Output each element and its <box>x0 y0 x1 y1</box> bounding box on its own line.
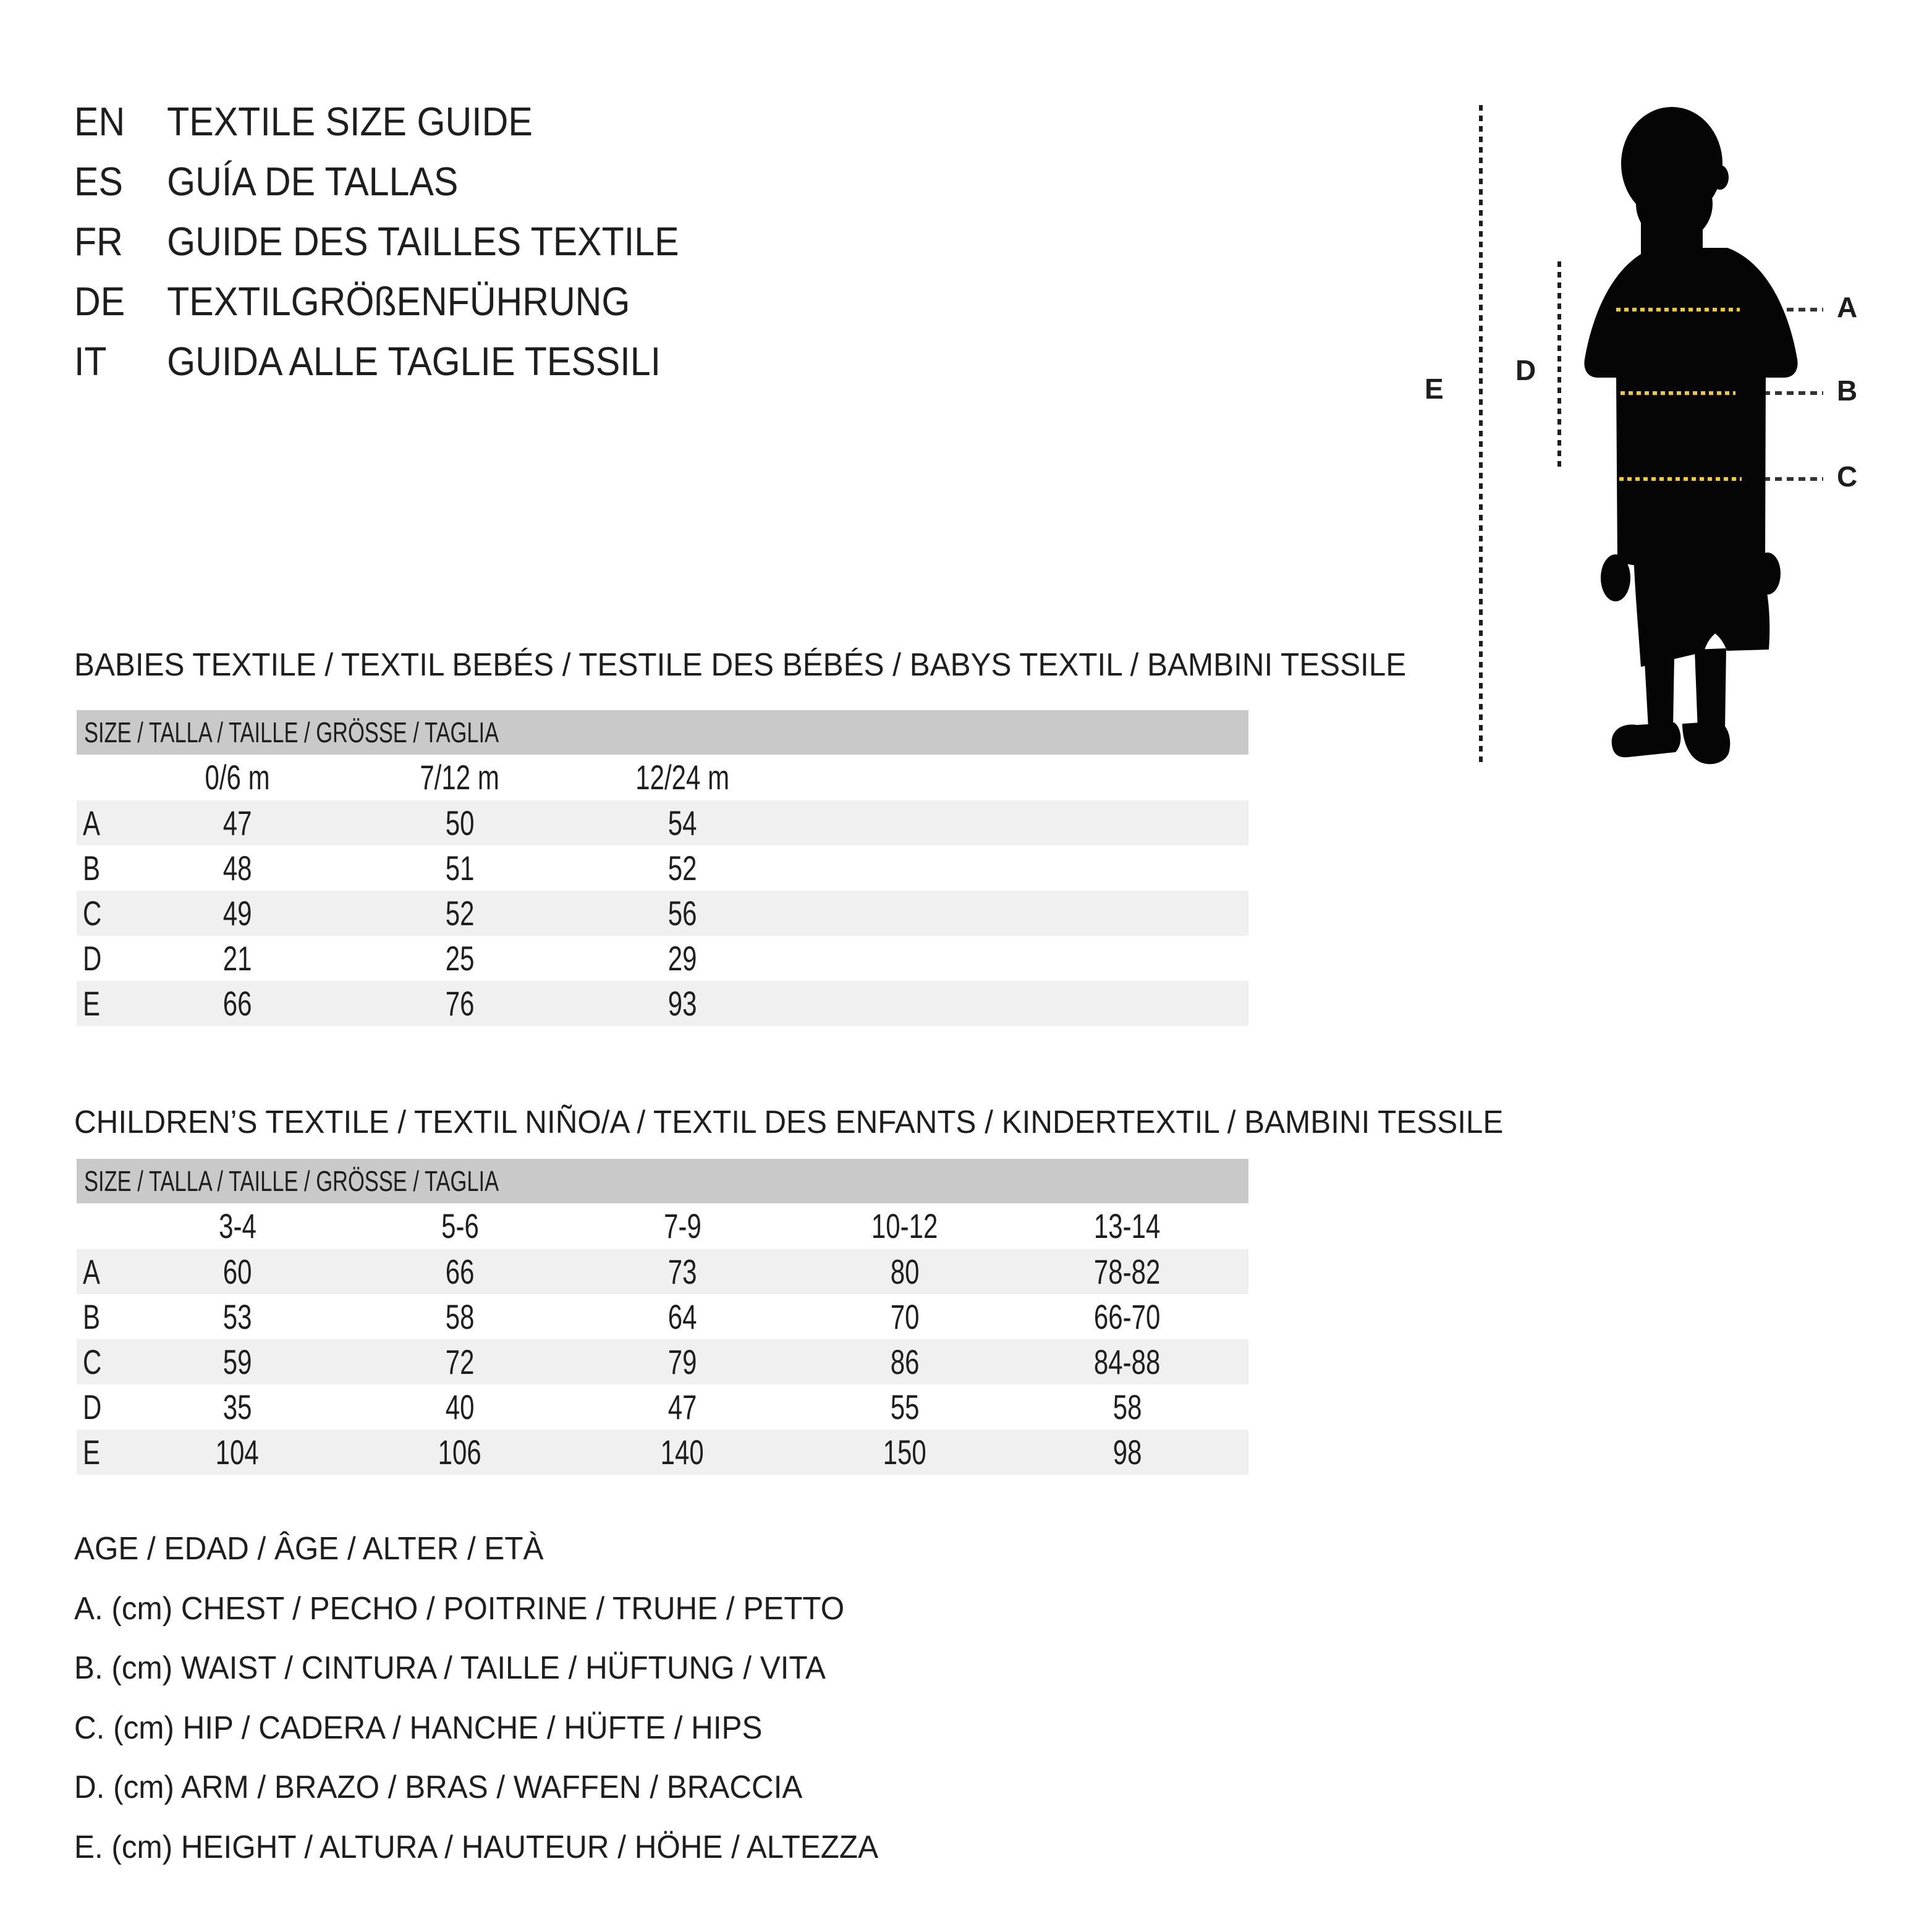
row-label: A <box>83 803 101 842</box>
guide-title: TEXTILE SIZE GUIDE <box>167 99 533 144</box>
table-cell: 93 <box>667 984 697 1023</box>
row-label: E <box>83 984 101 1023</box>
language-row <box>74 91 739 151</box>
language-code: DE <box>74 279 125 324</box>
table-cell: 104 <box>215 1433 260 1472</box>
table-cell: 140 <box>660 1433 705 1472</box>
row-label: D <box>83 1388 102 1426</box>
waist-measure-line-b <box>1621 391 1735 395</box>
language-title-list <box>74 91 739 391</box>
measure-label-d: D <box>1515 354 1536 386</box>
table-row <box>77 1249 1248 1294</box>
guide-title: GUÍA DE TALLAS <box>167 159 459 204</box>
table-row <box>77 1384 1248 1430</box>
language-code: EN <box>74 99 125 144</box>
table-cell: 66 <box>445 1252 475 1291</box>
hip-measure-line-c <box>1619 477 1742 481</box>
children-size-table <box>77 1159 1248 1475</box>
table-row <box>77 981 1248 1026</box>
column-header: 7-9 <box>663 1206 701 1245</box>
column-header: 3-4 <box>218 1206 256 1245</box>
row-label: A <box>83 1252 101 1291</box>
measure-label-b: B <box>1837 375 1858 407</box>
table-row <box>77 1294 1248 1339</box>
table-cell: 66 <box>222 984 252 1023</box>
measure-label-a: A <box>1837 291 1858 323</box>
language-row <box>74 211 739 271</box>
column-header: 13-14 <box>1094 1206 1161 1245</box>
table-column-headers <box>77 1203 1248 1249</box>
table-cell: 52 <box>667 849 697 888</box>
table-header-bar: SIZE / TALLA / TAILLE / GRÖSSE / TAGLIA <box>77 710 1248 755</box>
table-cell: 47 <box>222 803 252 842</box>
table-cell: 86 <box>890 1342 920 1381</box>
measure-label-c: C <box>1837 460 1858 493</box>
table-cell: 76 <box>445 984 475 1023</box>
language-code: FR <box>74 219 123 264</box>
row-label: C <box>83 1342 102 1381</box>
arm-measure-line-d <box>1557 261 1561 470</box>
column-header: 10-12 <box>871 1206 938 1245</box>
language-code: ES <box>74 159 123 204</box>
table-cell: 58 <box>1112 1388 1142 1426</box>
legend-line-arm: D. (cm) ARM / BRAZO / BRAS / WAFFEN / BRACCIA <box>74 1769 803 1805</box>
table-cell: 21 <box>222 939 252 978</box>
table-cell: 52 <box>445 894 475 933</box>
babies-section-title: BABIES TEXTILE / TEXTIL BEBÉS / TESTILE DES BÉBÉS / BABYS TEXTIL / BAMBINI TESSILE <box>74 647 1407 683</box>
column-header: 5-6 <box>441 1206 479 1245</box>
table-cell: 50 <box>445 803 475 842</box>
table-cell: 72 <box>445 1342 475 1381</box>
row-label: B <box>83 1297 101 1336</box>
children-section-title: CHILDREN’S TEXTILE / TEXTIL NIÑO/A / TEXTIL DES ENFANTS / KINDERTEXTIL / BAMBINI TESSILE <box>74 1104 1504 1140</box>
table-cell: 150 <box>883 1433 927 1472</box>
table-row <box>77 1339 1248 1384</box>
table-row <box>77 845 1248 891</box>
table-cell: 47 <box>667 1388 697 1426</box>
table-cell: 106 <box>438 1433 482 1472</box>
table-cell: 54 <box>667 803 697 842</box>
table-cell: 98 <box>1112 1433 1142 1472</box>
row-label: B <box>83 849 101 888</box>
table-cell: 53 <box>222 1297 252 1336</box>
legend-line-hip: C. (cm) HIP / CADERA / HANCHE / HÜFTE / HIPS <box>74 1710 763 1746</box>
language-code: IT <box>74 339 107 384</box>
table-cell: 56 <box>667 894 697 933</box>
table-cell: 59 <box>222 1342 252 1381</box>
table-cell: 51 <box>445 849 475 888</box>
table-column-headers <box>77 755 1248 800</box>
table-cell: 60 <box>222 1252 252 1291</box>
table-cell: 25 <box>445 939 475 978</box>
table-cell: 48 <box>222 849 252 888</box>
table-cell: 66-70 <box>1094 1297 1161 1336</box>
table-cell: 55 <box>890 1388 920 1426</box>
guide-title: TEXTILGRÖßENFÜHRUNG <box>167 279 630 324</box>
table-row <box>77 936 1248 981</box>
column-header: 7/12 m <box>420 758 500 797</box>
legend-line-height: E. (cm) HEIGHT / ALTURA / HAUTEUR / HÖHE / ALTEZZA <box>74 1829 879 1865</box>
table-cell: 73 <box>667 1252 697 1291</box>
row-label: D <box>83 939 102 978</box>
row-label: C <box>83 894 102 933</box>
table-cell: 35 <box>222 1388 252 1426</box>
table-cell: 80 <box>890 1252 920 1291</box>
table-row <box>77 891 1248 936</box>
table-header-bar: SIZE / TALLA / TAILLE / GRÖSSE / TAGLIA <box>77 1159 1248 1203</box>
table-cell: 70 <box>890 1297 920 1336</box>
measure-label-e: E <box>1425 373 1444 405</box>
legend-line-age: AGE / EDAD / ÂGE / ALTER / ETÀ <box>74 1531 544 1567</box>
chest-measure-line-a <box>1616 308 1740 311</box>
measurement-legend <box>74 1519 921 1877</box>
language-row <box>74 151 739 211</box>
child-silhouette <box>1580 102 1802 768</box>
guide-title: GUIDA ALLE TAGLIE TESSILI <box>167 339 661 384</box>
table-row <box>77 1430 1248 1475</box>
babies-size-table <box>77 710 1248 1026</box>
legend-line-waist: B. (cm) WAIST / CINTURA / TAILLE / HÜFTUNG / VITA <box>74 1650 826 1686</box>
legend-line-chest: A. (cm) CHEST / PECHO / POITRINE / TRUHE / PETTO <box>74 1590 845 1627</box>
table-cell: 40 <box>445 1388 475 1426</box>
table-row <box>77 800 1248 845</box>
height-measure-line-e <box>1479 105 1483 763</box>
language-row <box>74 331 739 391</box>
table-cell: 79 <box>667 1342 697 1381</box>
table-cell: 84-88 <box>1094 1342 1161 1381</box>
language-row <box>74 271 739 331</box>
table-cell: 58 <box>445 1297 475 1336</box>
table-cell: 49 <box>222 894 252 933</box>
row-label: E <box>83 1433 101 1472</box>
column-header: 0/6 m <box>205 758 270 797</box>
table-cell: 78-82 <box>1094 1252 1161 1291</box>
table-cell: 29 <box>667 939 697 978</box>
guide-title: GUIDE DES TAILLES TEXTILE <box>167 219 679 264</box>
column-header: 12/24 m <box>635 758 729 797</box>
table-cell: 64 <box>667 1297 697 1336</box>
